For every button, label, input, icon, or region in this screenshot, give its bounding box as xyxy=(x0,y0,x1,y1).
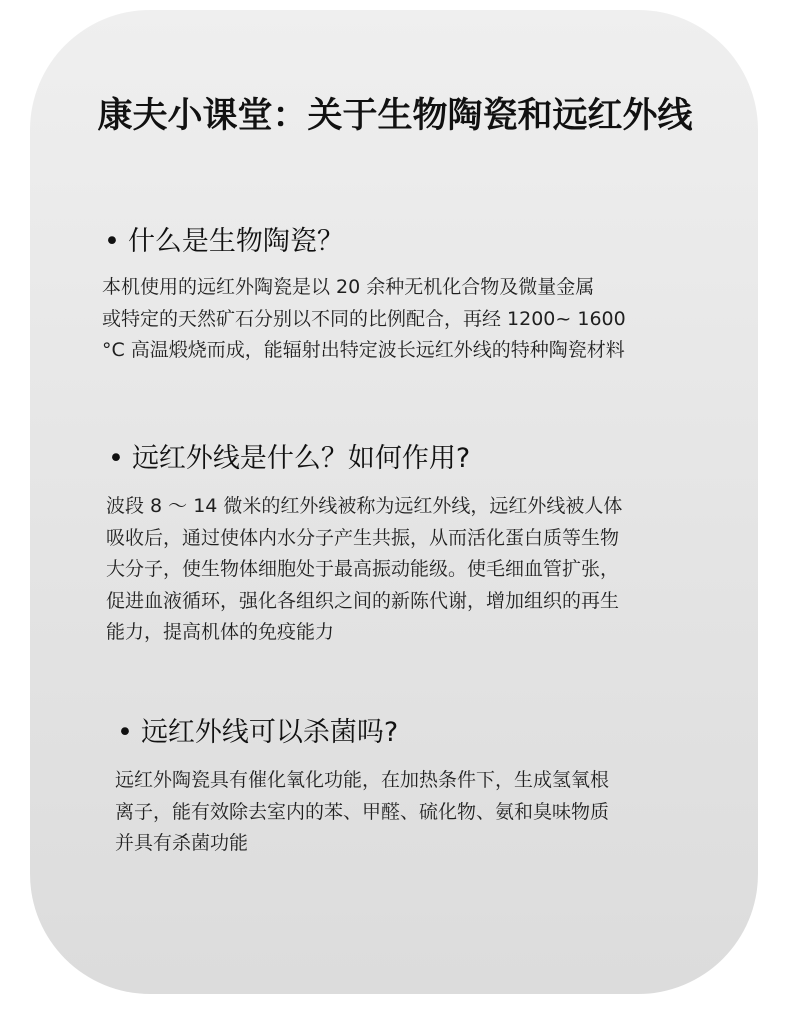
section-paragraph-sterilization xyxy=(115,765,609,860)
paragraph-line: 能力，提高机体的免疫能力 xyxy=(106,621,335,643)
section-heading-bioceramics xyxy=(104,224,344,260)
section-heading-text: 远红外线可以杀菌吗? xyxy=(140,717,399,748)
paragraph-line: 大分子，使生物体细胞处于最高振动能级。使毛细血管扩张， xyxy=(106,558,620,580)
section-heading-sterilization xyxy=(117,715,398,751)
paragraph-line: 并具有杀菌功能 xyxy=(115,832,249,854)
paragraph-line: 远红外陶瓷具有催化氧化功能，在加热条件下，生成氢氧根 xyxy=(115,769,610,791)
paragraph-line: 或特定的天然矿石分别以不同的比例配合，再经 1200~ 1600 xyxy=(102,307,626,330)
bullet-dot: • xyxy=(117,717,133,748)
paragraph-line: 吸收后，通过使体内水分子产生共振，从而活化蛋白质等生物 xyxy=(106,526,620,549)
paragraph-line: 本机使用的远红外陶瓷是以 20 余种无机化合物及微量金属 xyxy=(102,276,595,298)
section-paragraph-bioceramics xyxy=(102,272,626,367)
paragraph-line: 离子，能有效除去室内的苯、甲醛、硫化物、氨和臭味物质 xyxy=(115,800,610,823)
bullet-dot: • xyxy=(108,443,124,474)
paragraph-line: 促进血液循环，强化各组织之间的新陈代谢，增加组织的再生 xyxy=(106,589,620,612)
paragraph-line: 波段 8 ～ 14 微米的红外线被称为远红外线，远红外线被人体 xyxy=(106,495,623,517)
section-heading-text: 远红外线是什么？如何作用? xyxy=(131,443,471,474)
paragraph-line: °C 高温煅烧而成，能辐射出特定波长远红外线的特种陶瓷材料 xyxy=(102,339,625,361)
section-paragraph-far-infrared xyxy=(106,491,622,649)
page-title: 康夫小课堂：关于生物陶瓷和远红外线 xyxy=(97,96,693,136)
section-heading-text: 什么是生物陶瓷？ xyxy=(127,226,344,257)
section-heading-far-infrared xyxy=(108,441,470,477)
bullet-dot: • xyxy=(104,226,120,257)
